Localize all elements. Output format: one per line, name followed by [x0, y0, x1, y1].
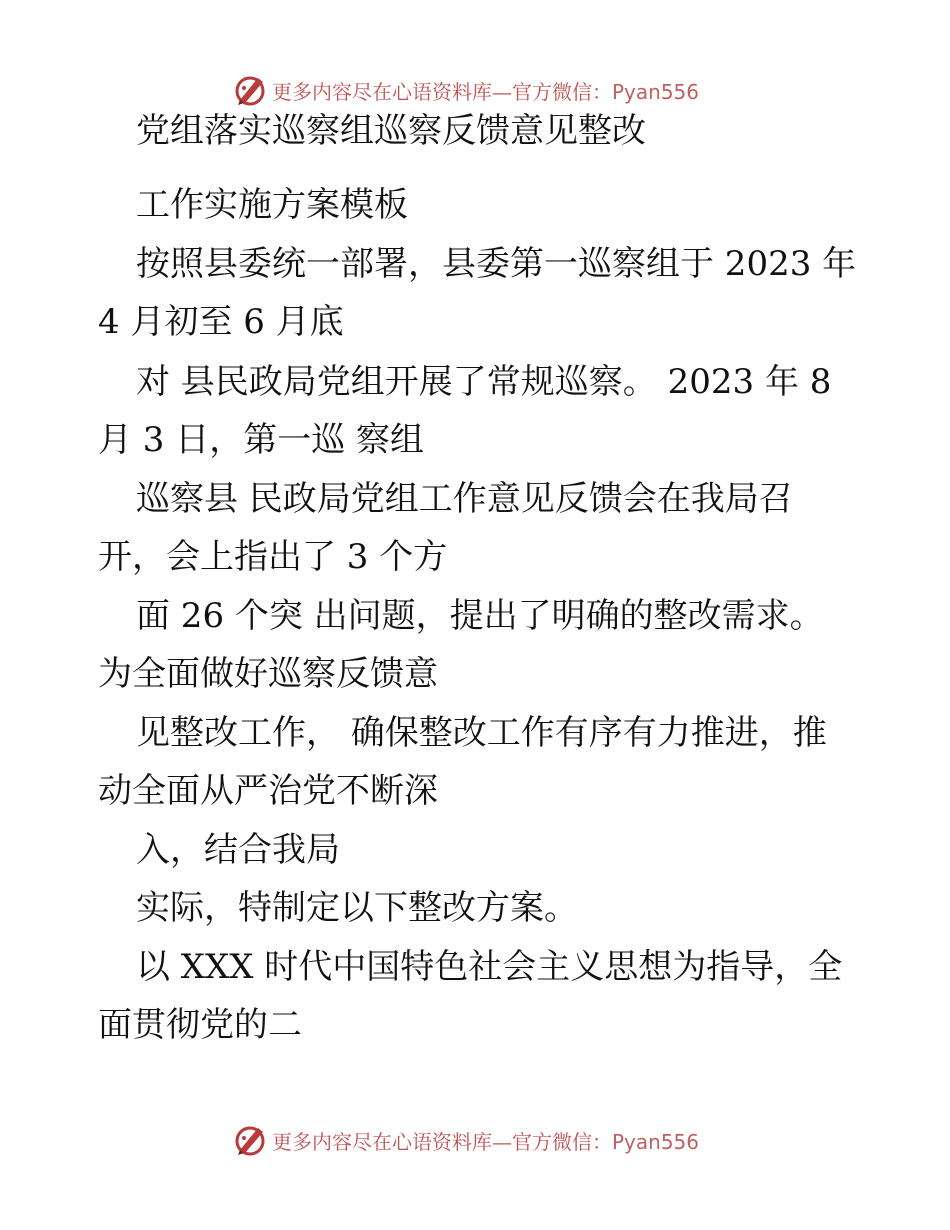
text-line-3: 按照县委统一部署，县委第一巡察组于 2023 年: [136, 244, 857, 284]
text-line-16: 面贯彻党的二: [98, 1005, 302, 1045]
text-line-11: 见整改工作， 确保整改工作有序有力推进，推: [136, 713, 827, 753]
header-banner-text: 更多内容尽在心语资料库—官方微信：Pyan556: [272, 79, 700, 104]
text-line-5: 对 县民政局党组开展了常规巡察。 2023 年 8: [136, 362, 832, 402]
footer-banner-text: 更多内容尽在心语资料库—官方微信：Pyan556: [272, 1129, 700, 1154]
pen-logo-icon: [230, 1120, 270, 1160]
text-line-13: 入，结合我局: [136, 830, 340, 870]
footer-banner-id: Pyan556: [612, 1129, 700, 1154]
text-line-12: 动全面从严治党不断深: [98, 771, 438, 811]
text-line-6: 月 3 日，第一巡 察组: [98, 420, 425, 460]
pen-logo-icon: [230, 70, 270, 110]
header-watermark-banner: [230, 70, 699, 110]
header-banner-id: Pyan556: [612, 79, 700, 104]
footer-watermark-banner: [230, 1120, 699, 1160]
text-line-4: 4 月初至 6 月底: [98, 302, 344, 342]
text-line-9: 面 26 个突 出问题，提出了明确的整改需求。: [136, 596, 824, 636]
text-line-1: 党组落实巡察组巡察反馈意见整改: [136, 111, 646, 151]
text-line-14: 实际，特制定以下整改方案。: [136, 888, 578, 928]
text-line-10: 为全面做好巡察反馈意: [98, 654, 438, 694]
text-line-15: 以 XXX 时代中国特色社会主义思想为指导，全: [136, 947, 843, 987]
text-line-7: 巡察县 民政局党组工作意见反馈会在我局召: [136, 479, 793, 519]
text-line-2: 工作实施方案模板: [136, 185, 408, 225]
text-line-8: 开，会上指出了 3 个方: [98, 537, 448, 577]
